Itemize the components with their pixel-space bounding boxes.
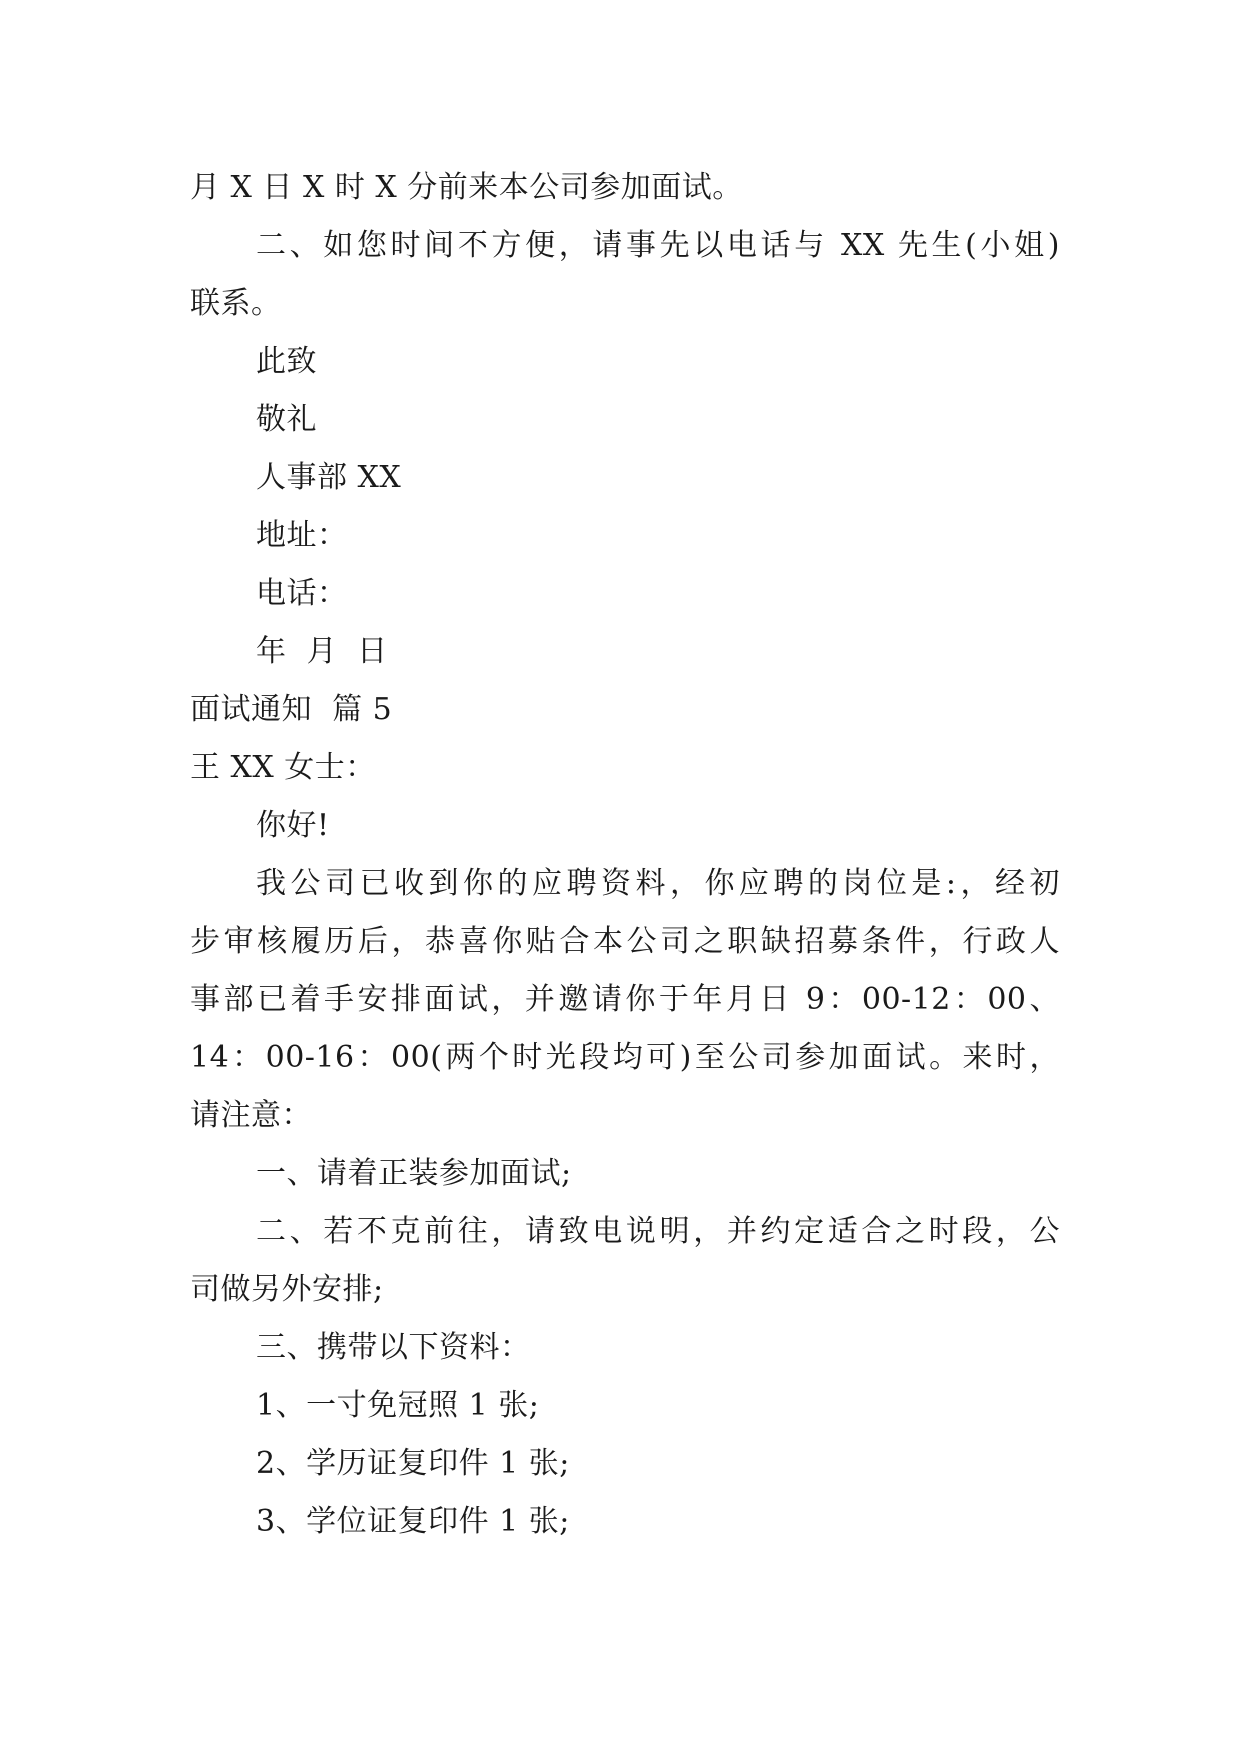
text-line: 二、如您时间不方便，请事先以电话与 XX 先生(小姐)	[256, 228, 1060, 263]
text-line: 我公司已收到你的应聘资料，你应聘的岗位是:，经初	[256, 866, 1060, 901]
text-line: 司做另外安排;	[190, 1272, 384, 1307]
date-line: 年 月 日	[256, 634, 388, 669]
text-line: 月 X 日 X 时 X 分前来本公司参加面试。	[190, 170, 743, 205]
section-title: 面试通知 篇 5	[190, 692, 393, 727]
text-line: 请注意：	[190, 1098, 312, 1133]
text-line: 联系。	[190, 286, 282, 321]
address-line: 地址：	[256, 518, 348, 553]
text-line: 14：00-16：00(两个时光段均可)至公司参加面试。来时，	[190, 1040, 1060, 1075]
list-item: 二、若不克前往，请致电说明，并约定适合之时段，公	[256, 1214, 1060, 1249]
document-page	[190, 0, 1060, 1754]
greeting: 你好!	[256, 808, 330, 843]
list-item: 1、一寸免冠照 1 张;	[256, 1388, 540, 1423]
list-item: 三、携带以下资料：	[256, 1330, 531, 1365]
phone-line: 电话：	[256, 576, 348, 611]
text-line: 事部已着手安排面试，并邀请你于年月日 9：00-12：00、	[190, 982, 1060, 1017]
salutation: 王 XX 女士：	[190, 750, 376, 785]
text-line: 步审核履历后，恭喜你贴合本公司之职缺招募条件，行政人	[190, 924, 1060, 959]
list-item: 一、请着正装参加面试;	[256, 1156, 572, 1191]
signature-line: 人事部 XX	[256, 460, 402, 495]
list-item: 2、学历证复印件 1 张;	[256, 1446, 570, 1481]
list-item: 3、学位证复印件 1 张;	[256, 1504, 570, 1539]
closing-line: 此致	[256, 344, 317, 379]
closing-line: 敬礼	[256, 402, 317, 437]
